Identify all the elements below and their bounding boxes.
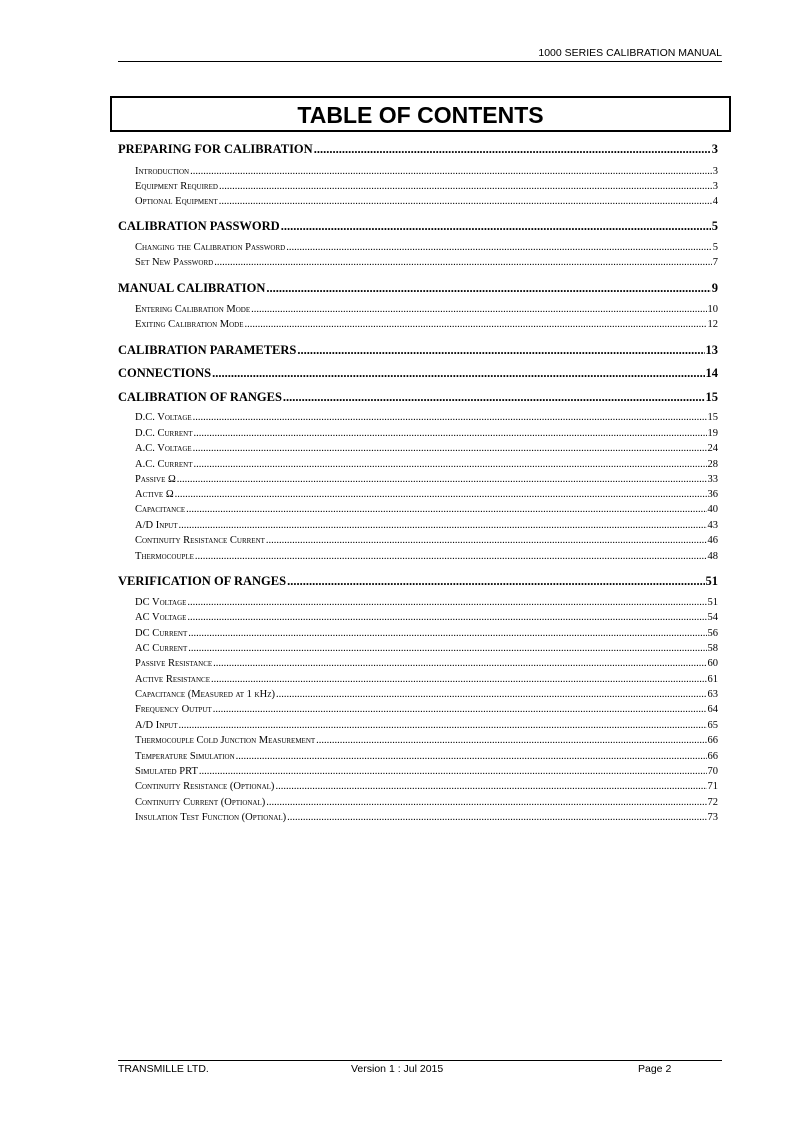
toc-entry[interactable] bbox=[135, 474, 718, 485]
page-title: TABLE OF CONTENTS bbox=[110, 96, 731, 132]
dot-leader bbox=[266, 281, 710, 296]
toc-page-number: 15 bbox=[705, 390, 718, 404]
toc-page-number: 51 bbox=[707, 597, 718, 608]
toc-entry-section[interactable] bbox=[118, 281, 718, 296]
toc-page-number: 60 bbox=[707, 658, 718, 669]
toc-entry[interactable] bbox=[135, 812, 718, 823]
dot-leader bbox=[199, 766, 707, 777]
toc-entry-label: Active Resistance bbox=[135, 674, 210, 685]
toc-entry-label: CALIBRATION OF RANGES bbox=[118, 390, 282, 404]
dot-leader bbox=[281, 219, 711, 234]
toc-entry-label: D.C. Voltage bbox=[135, 412, 192, 423]
toc-page-number: 64 bbox=[707, 704, 718, 715]
toc-page-number: 12 bbox=[707, 319, 718, 330]
dot-leader bbox=[213, 704, 707, 715]
toc-entry[interactable] bbox=[135, 304, 718, 315]
toc-entry[interactable] bbox=[135, 319, 718, 330]
toc-page-number: 33 bbox=[707, 474, 718, 485]
toc-entry[interactable] bbox=[135, 459, 718, 470]
toc-page-number: 3 bbox=[712, 166, 718, 177]
toc-entry-label: Entering Calibration Mode bbox=[135, 304, 251, 315]
toc-entry-label: Equipment Required bbox=[135, 181, 218, 192]
toc-entry[interactable] bbox=[135, 612, 718, 623]
toc-entry[interactable] bbox=[135, 443, 718, 454]
dot-leader bbox=[219, 181, 712, 192]
toc-entry-section[interactable] bbox=[118, 366, 718, 381]
dot-leader bbox=[287, 574, 704, 589]
dot-leader bbox=[266, 535, 707, 546]
toc-page-number: 5 bbox=[712, 242, 718, 253]
toc-entry-label: Exiting Calibration Mode bbox=[135, 319, 244, 330]
toc-entry-label: A.C. Current bbox=[135, 459, 193, 470]
toc-entry-label: Thermocouple Cold Junction Measurement bbox=[135, 735, 316, 746]
dot-leader bbox=[193, 443, 707, 454]
toc-page-number: 46 bbox=[707, 535, 718, 546]
toc-page-number: 61 bbox=[707, 674, 718, 685]
toc-page-number: 14 bbox=[705, 366, 718, 380]
dot-leader bbox=[187, 612, 706, 623]
toc-entry-label: D.C. Current bbox=[135, 428, 193, 439]
toc-page-number: 9 bbox=[711, 281, 718, 295]
toc-entry-label: Active Ω bbox=[135, 489, 174, 500]
dot-leader bbox=[283, 390, 705, 405]
toc-page-number: 48 bbox=[707, 551, 718, 562]
toc-page-number: 4 bbox=[712, 196, 718, 207]
dot-leader bbox=[286, 242, 712, 253]
toc-page-number: 73 bbox=[707, 812, 718, 823]
toc-entry-section[interactable] bbox=[118, 343, 718, 358]
toc-page-number: 65 bbox=[707, 720, 718, 731]
dot-leader bbox=[178, 520, 706, 531]
toc-page-number: 15 bbox=[707, 412, 718, 423]
toc-entry[interactable] bbox=[135, 242, 718, 253]
toc-entry-label: VERIFICATION OF RANGES bbox=[118, 574, 287, 588]
toc-entry[interactable] bbox=[135, 412, 718, 423]
toc-entry[interactable] bbox=[135, 181, 718, 192]
toc-entry[interactable] bbox=[135, 428, 718, 439]
toc-page-number: 63 bbox=[707, 689, 718, 700]
toc-entry-label: Continuity Resistance Current bbox=[135, 535, 265, 546]
toc-entry-section[interactable] bbox=[118, 219, 718, 234]
toc-entry-label: Capacitance (Measured at 1 kHz) bbox=[135, 689, 275, 700]
toc-page-number: 36 bbox=[707, 489, 718, 500]
dot-leader bbox=[275, 781, 706, 792]
toc-page-number: 70 bbox=[707, 766, 718, 777]
toc-entry-label: Insulation Test Function (Optional) bbox=[135, 812, 287, 823]
toc-entry[interactable] bbox=[135, 166, 718, 177]
toc-entry-section[interactable] bbox=[118, 142, 718, 157]
toc-entry-label: CALIBRATION PASSWORD bbox=[118, 219, 280, 233]
dot-leader bbox=[188, 628, 706, 639]
toc-entry-label: Frequency Output bbox=[135, 704, 212, 715]
toc-entry[interactable] bbox=[135, 766, 718, 777]
footer-page-number: Page 2 bbox=[638, 1063, 672, 1075]
toc-entry[interactable] bbox=[135, 704, 718, 715]
toc-entry-label: Continuity Current (Optional) bbox=[135, 797, 266, 808]
toc-entry-label: MANUAL CALIBRATION bbox=[118, 281, 266, 295]
toc-page-number: 58 bbox=[707, 643, 718, 654]
dot-leader bbox=[188, 643, 706, 654]
toc-entry[interactable] bbox=[135, 257, 718, 268]
toc-page-number: 28 bbox=[707, 459, 718, 470]
toc-entry[interactable] bbox=[135, 735, 718, 746]
toc-entry[interactable] bbox=[135, 551, 718, 562]
dot-leader bbox=[297, 343, 704, 358]
toc-entry-section[interactable] bbox=[118, 574, 718, 589]
dot-leader bbox=[214, 257, 712, 268]
toc-entry-label: PREPARING FOR CALIBRATION bbox=[118, 142, 313, 156]
toc-entry[interactable] bbox=[135, 597, 718, 608]
dot-leader bbox=[219, 196, 712, 207]
toc-page-number: 66 bbox=[707, 735, 718, 746]
toc-entry[interactable] bbox=[135, 643, 718, 654]
toc-entry[interactable] bbox=[135, 520, 718, 531]
toc-page-number: 3 bbox=[711, 142, 718, 156]
toc-entry[interactable] bbox=[135, 781, 718, 792]
dot-leader bbox=[187, 597, 706, 608]
dot-leader bbox=[211, 674, 707, 685]
toc-entry-label: A.C. Voltage bbox=[135, 443, 192, 454]
toc-entry-label: Continuity Resistance (Optional) bbox=[135, 781, 275, 792]
toc-page-number: 56 bbox=[707, 628, 718, 639]
toc-entry-label: AC Voltage bbox=[135, 612, 187, 623]
toc-entry[interactable] bbox=[135, 720, 718, 731]
running-header: 1000 SERIES CALIBRATION MANUAL bbox=[538, 47, 722, 59]
dot-leader bbox=[316, 735, 706, 746]
dot-leader bbox=[251, 304, 706, 315]
toc-entry[interactable] bbox=[135, 196, 718, 207]
footer-divider bbox=[118, 1060, 722, 1061]
toc-page-number: 71 bbox=[707, 781, 718, 792]
toc-page-number: 13 bbox=[705, 343, 718, 357]
toc-entry[interactable] bbox=[135, 535, 718, 546]
toc-entry-label: A/D Input bbox=[135, 720, 178, 731]
dot-leader bbox=[190, 166, 712, 177]
toc-entry-label: Capacitance bbox=[135, 504, 186, 515]
dot-leader bbox=[245, 319, 707, 330]
toc-entry-label: DC Current bbox=[135, 628, 188, 639]
toc-entry-label: CONNECTIONS bbox=[118, 366, 212, 380]
toc-entry[interactable] bbox=[135, 689, 718, 700]
toc-entry[interactable] bbox=[135, 504, 718, 515]
toc-entry-label: Simulated PRT bbox=[135, 766, 198, 777]
toc-entry-section[interactable] bbox=[118, 390, 718, 405]
toc-page-number: 10 bbox=[707, 304, 718, 315]
toc-entry[interactable] bbox=[135, 751, 718, 762]
toc-page-number: 66 bbox=[707, 751, 718, 762]
toc-page-number: 5 bbox=[711, 219, 718, 233]
footer-version: Version 1 : Jul 2015 bbox=[351, 1063, 444, 1075]
toc-entry-label: CALIBRATION PARAMETERS bbox=[118, 343, 297, 357]
toc-page-number: 24 bbox=[707, 443, 718, 454]
dot-leader bbox=[287, 812, 706, 823]
toc-entry-label: Introduction bbox=[135, 166, 190, 177]
dot-leader bbox=[276, 689, 707, 700]
toc-entry[interactable] bbox=[135, 489, 718, 500]
toc-entry-label: Temperature Simulation bbox=[135, 751, 235, 762]
dot-leader bbox=[266, 797, 706, 808]
footer-company: TRANSMILLE LTD. bbox=[118, 1063, 209, 1075]
toc-page-number: 72 bbox=[707, 797, 718, 808]
toc-entry-label: Passive Resistance bbox=[135, 658, 213, 669]
toc-entry-label: Optional Equipment bbox=[135, 196, 218, 207]
toc-page-number: 7 bbox=[712, 257, 718, 268]
toc-page-number: 54 bbox=[707, 612, 718, 623]
dot-leader bbox=[212, 366, 704, 381]
toc-entry-label: A/D Input bbox=[135, 520, 178, 531]
dot-leader bbox=[193, 412, 707, 423]
dot-leader bbox=[193, 459, 706, 470]
toc-entry[interactable] bbox=[135, 658, 718, 669]
dot-leader bbox=[186, 504, 706, 515]
toc-entry-label: Changing the Calibration Password bbox=[135, 242, 286, 253]
dot-leader bbox=[178, 720, 706, 731]
toc-page-number: 43 bbox=[707, 520, 718, 531]
toc-page-number: 51 bbox=[705, 574, 718, 588]
toc-entry[interactable] bbox=[135, 797, 718, 808]
dot-leader bbox=[213, 658, 706, 669]
dot-leader bbox=[314, 142, 711, 157]
dot-leader bbox=[175, 489, 707, 500]
dot-leader bbox=[195, 551, 707, 562]
toc-entry-label: Set New Password bbox=[135, 257, 214, 268]
toc-page-number: 40 bbox=[707, 504, 718, 515]
header-divider bbox=[118, 61, 722, 62]
dot-leader bbox=[236, 751, 707, 762]
toc-entry[interactable] bbox=[135, 674, 718, 685]
toc-entry-label: AC Current bbox=[135, 643, 188, 654]
dot-leader bbox=[193, 428, 706, 439]
toc-entry[interactable] bbox=[135, 628, 718, 639]
toc-page-number: 19 bbox=[707, 428, 718, 439]
dot-leader bbox=[177, 474, 707, 485]
toc-entry-label: Passive Ω bbox=[135, 474, 176, 485]
toc-entry-label: Thermocouple bbox=[135, 551, 194, 562]
toc-page-number: 3 bbox=[712, 181, 718, 192]
toc-entry-label: DC Voltage bbox=[135, 597, 187, 608]
